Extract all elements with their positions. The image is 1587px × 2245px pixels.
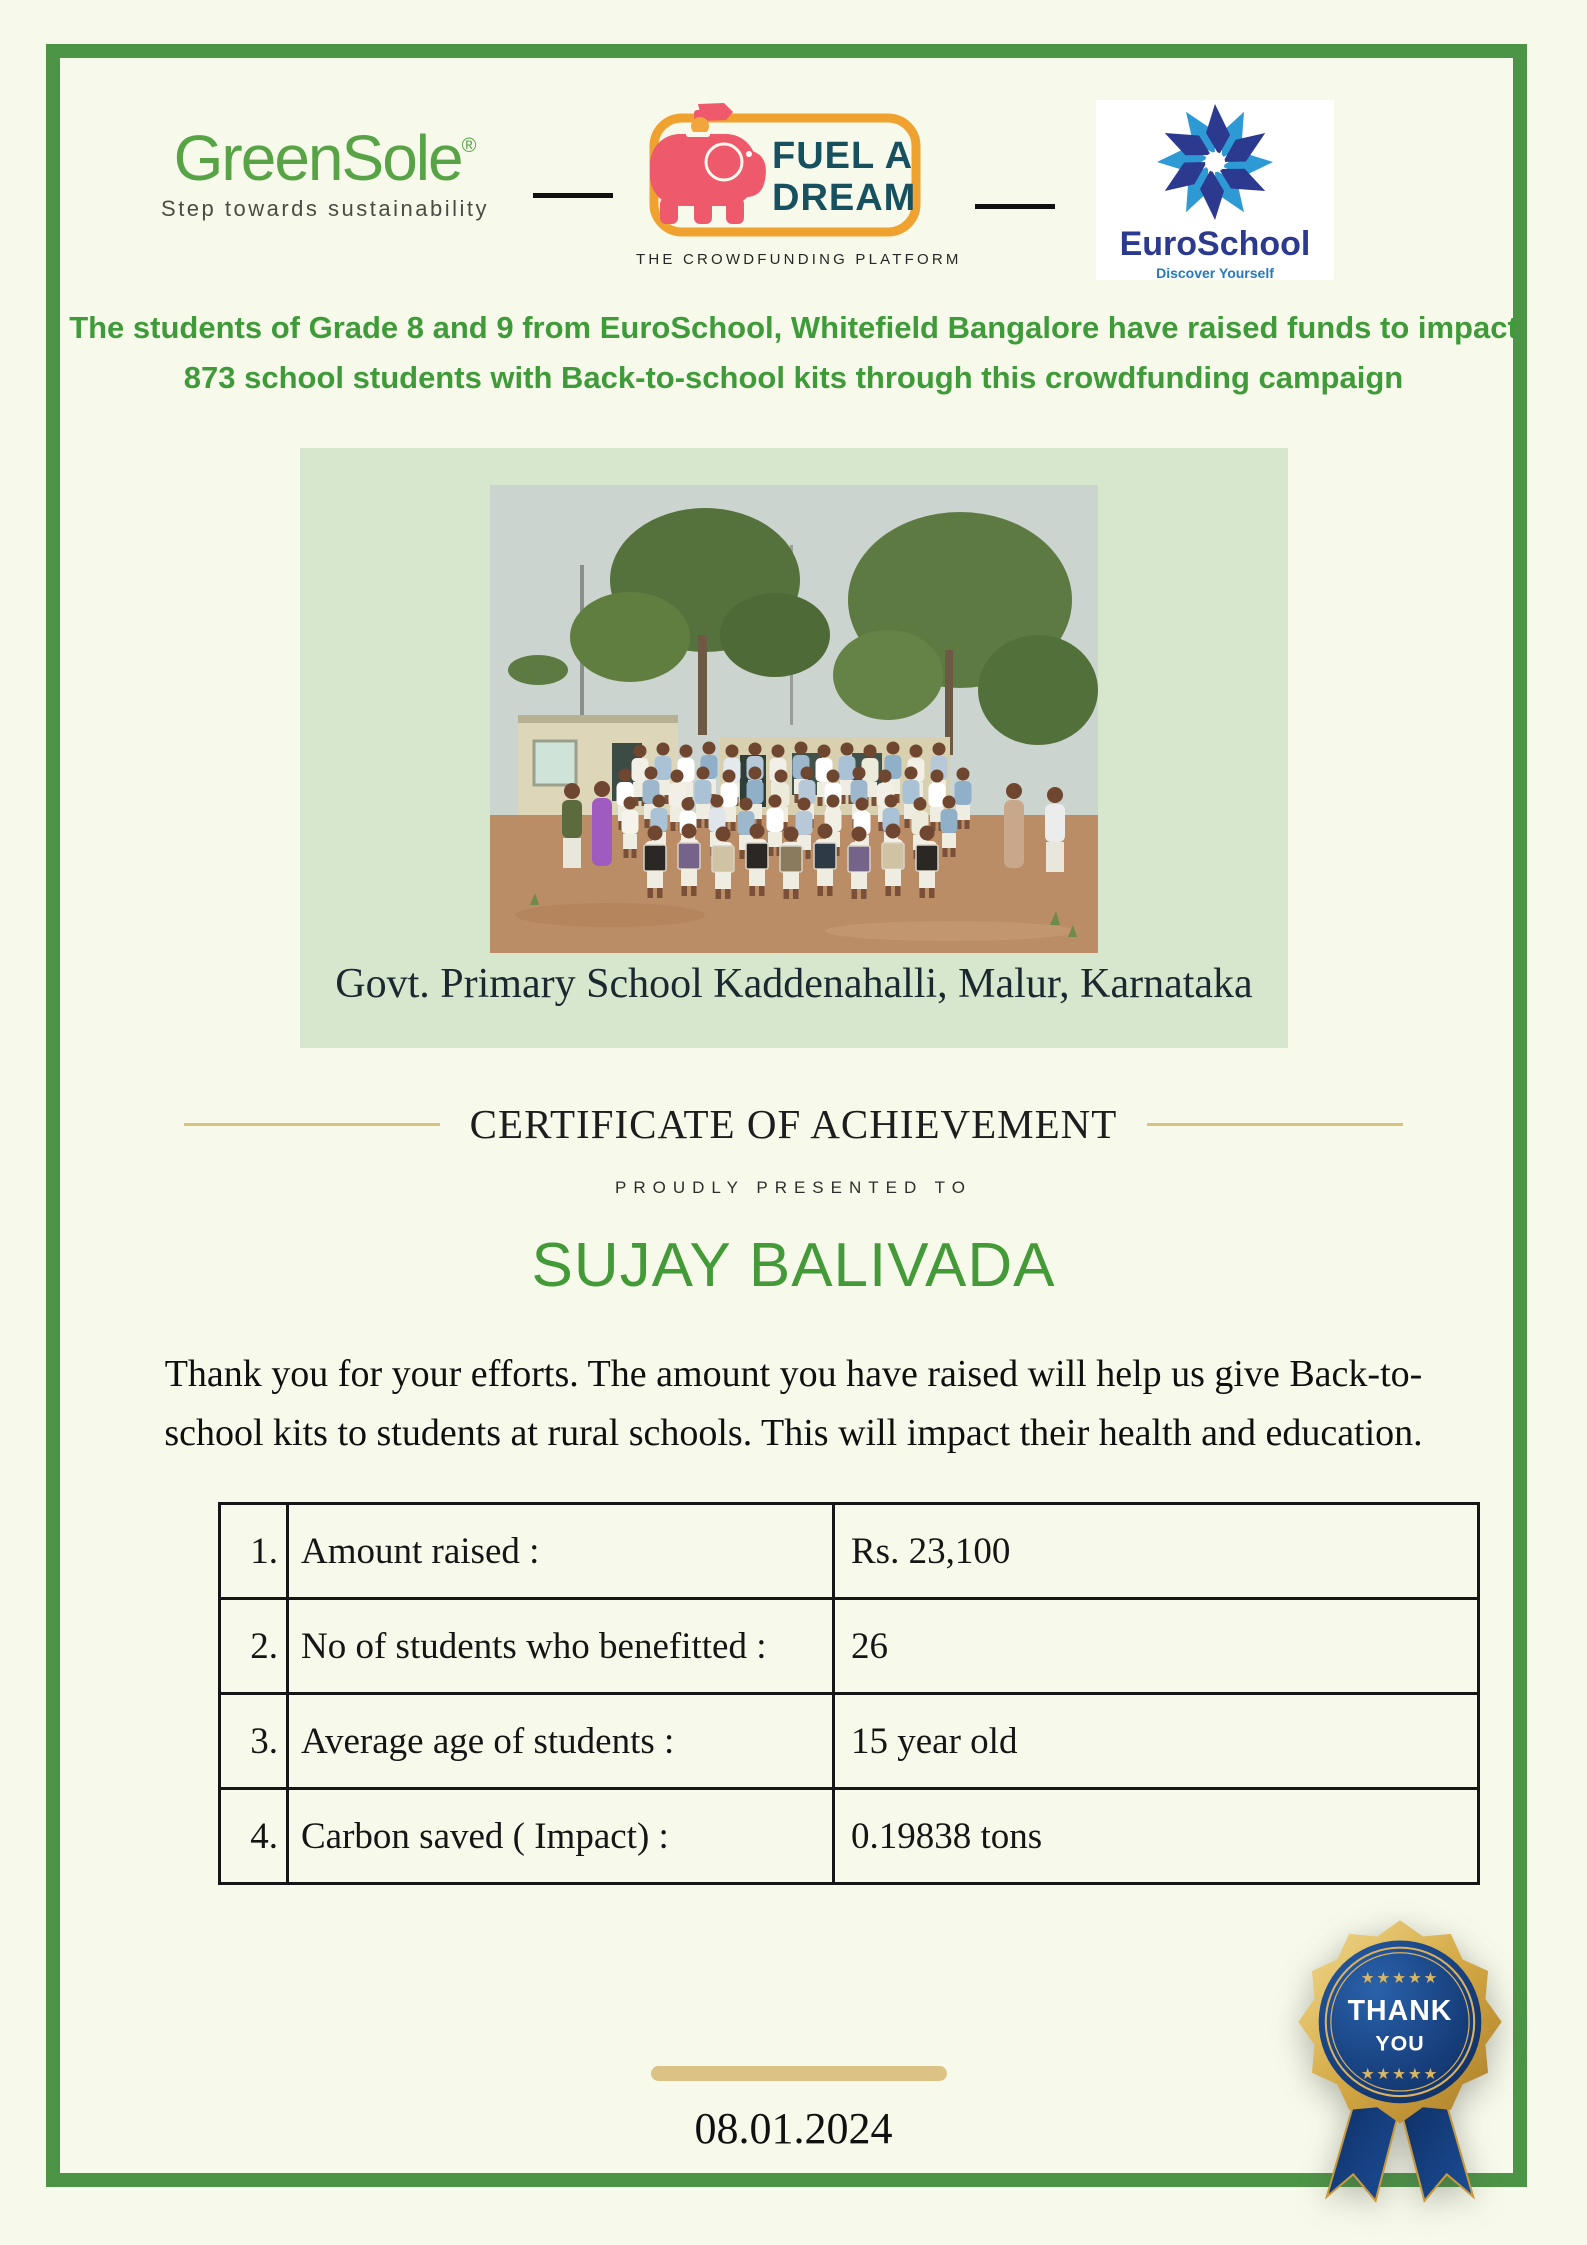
badge-line-2: YOU [1375, 2031, 1425, 2056]
gold-divider-right [1147, 1123, 1403, 1126]
greensole-tagline: Step towards sustainability [161, 196, 489, 221]
impact-table [218, 1502, 1480, 1885]
fuel-a-dream-elephant-icon [636, 102, 932, 244]
separator-dash-icon [975, 204, 1055, 209]
registered-icon: ® [461, 135, 477, 157]
thank-you-badge [1286, 1908, 1514, 2213]
row-label: Amount raised : [288, 1504, 834, 1599]
badge-line-1: THANK [1347, 1994, 1453, 2027]
row-number: 2. [220, 1599, 288, 1694]
intro-line-1: The students of Grade 8 and 9 from EuroSchool, Whitefield Bangalore have raised funds to impact [69, 310, 1518, 345]
separator-dash-icon [533, 193, 613, 198]
greensole-logo [150, 122, 500, 222]
intro-text [50, 303, 1537, 402]
row-value: 0.19838 tons [834, 1789, 1479, 1884]
euroschool-tagline: Discover Yourself [1156, 265, 1274, 281]
row-value: 15 year old [834, 1694, 1479, 1789]
message-line-2: school kits to students at rural schools. This will impact their health and education. [164, 1411, 1423, 1454]
row-number: 1. [220, 1504, 288, 1599]
certificate-title-row [0, 1100, 1587, 1148]
gold-divider-left [184, 1123, 440, 1126]
badge-stars-bottom: ★★★★★ [1360, 2065, 1440, 2083]
euroschool-logo [1096, 100, 1334, 280]
row-label: Average age of students : [288, 1694, 834, 1789]
certificate-title: CERTIFICATE OF ACHIEVEMENT [469, 1101, 1118, 1147]
badge-stars-top: ★★★★★ [1360, 1970, 1440, 1988]
row-label: Carbon saved ( Impact) : [288, 1789, 834, 1884]
greensole-wordmark: GreenSole® [173, 122, 477, 194]
svg-text:DREAM: DREAM [772, 177, 917, 219]
table-row [220, 1694, 1479, 1789]
school-photo [490, 485, 1098, 953]
table-row [220, 1789, 1479, 1884]
recipient-name: SUJAY BALIVADA [531, 1231, 1056, 1300]
thank-you-rosette-icon [1286, 1908, 1514, 2213]
photo-caption: Govt. Primary School Kaddenahalli, Malur, Karnataka [335, 961, 1253, 1007]
row-number: 4. [220, 1789, 288, 1884]
table-row [220, 1599, 1479, 1694]
table-row [220, 1504, 1479, 1599]
presented-to-label: PROUDLY PRESENTED TO [615, 1178, 972, 1197]
message-line-1: Thank you for your efforts. The amount you have raised will help us give Back-to- [164, 1353, 1423, 1395]
row-value: 26 [834, 1599, 1479, 1694]
certificate-date: 08.01.2024 [694, 2104, 893, 2153]
euroschool-wordmark: EuroSchool [1119, 225, 1311, 263]
photo-panel [300, 448, 1288, 1048]
euroschool-starburst-icon [1153, 100, 1277, 224]
svg-text:FUEL A: FUEL A [772, 135, 914, 177]
fuel-a-dream-logo [636, 102, 962, 268]
thank-you-message [55, 1345, 1532, 1463]
row-value: Rs. 23,100 [834, 1504, 1479, 1599]
fuel-a-dream-tagline: THE CROWDFUNDING PLATFORM [636, 251, 962, 268]
row-label: No of students who benefitted : [288, 1599, 834, 1694]
gold-bar-divider [651, 2066, 947, 2081]
intro-line-2: 873 school students with Back-to-school kits through this crowdfunding campaign [183, 359, 1404, 395]
row-number: 3. [220, 1694, 288, 1789]
